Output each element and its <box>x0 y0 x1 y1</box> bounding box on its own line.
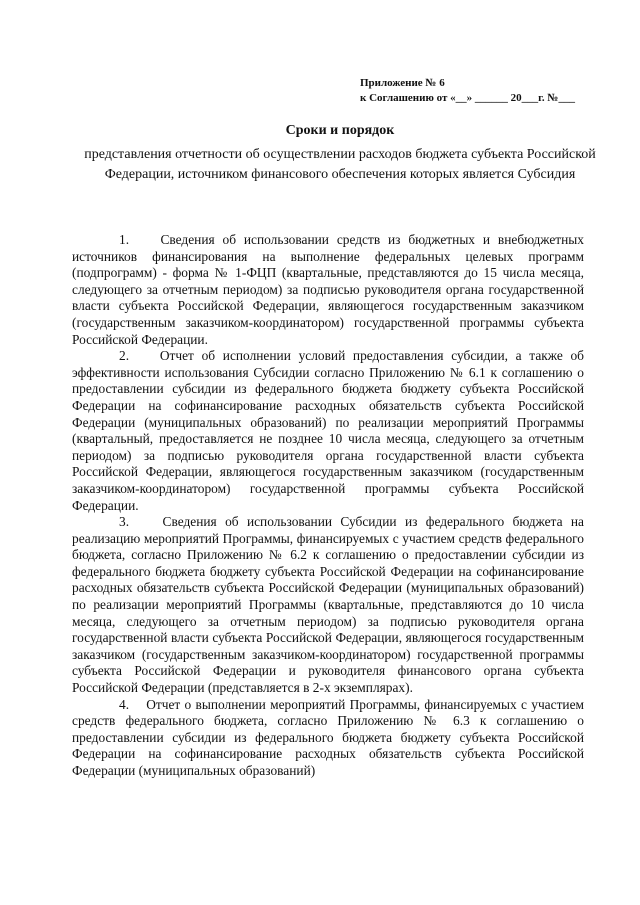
document-title-block <box>70 121 610 185</box>
appendix-header <box>360 76 610 106</box>
document-title: Сроки и порядок <box>285 123 395 138</box>
paragraph-3: 3. Сведения об использовании Субсидии из федерального бюджета на реализацию мероприятий Программы, финансируемых с участием средств федерального бюджета, согласно Приложению № 6.2 к соглашению о предоставлении субсидии из федерального бюджета бюджету субъекта Российской Федерации на софинансирование расходных обязательств субъекта Российской Федерации (муниципальных образований) по реализации мероприятий Программы (квартальные, представляются до 10 числа месяца, следующего за отчетным периодом) за подписью руководителя органа государственной власти субъекта Российской Федерации, являющегося государственным заказчиком (государственным заказчиком-координатором) государственной программы субъекта Российской Федерации и руководителя финансового органа субъекта Российской Федерации (представляется в 2-х экземплярах). <box>72 514 584 696</box>
paragraph-2: 2. Отчет об исполнении условий предоставления субсидии, а также об эффективности использования Субсидии согласно Приложению № 6.1 к соглашению о предоставлении субсидии из федерального бюджета бюджету субъекта Российской Федерации на софинансирование расходных обязательств субъекта Российской Федерации (муниципальных образований) по реализации мероприятий Программы (квартальный, предоставляется не позднее 10 числа месяца, следующего за отчетным периодом) за подписью руководителя органа государственной власти субъекта Российской Федерации, являющегося государственным заказчиком (государственным заказчиком-координатором) государственной программы субъекта Российской Федерации. <box>72 348 584 513</box>
document-subtitle: представления отчетности об осуществлении расходов бюджета субъекта Российской Федерации, источником финансового обеспечения которых является Субсидия <box>84 147 596 182</box>
paragraph-1: 1. Сведения об использовании средств из бюджетных и внебюджетных источников финансирования на выполнение федеральных целевых программ (подпрограмм) - форма № 1-ФЦП (квартальные, представляются до 15 числа месяца, следующего за отчетным периодом) за подписью руководителя органа государственной власти субъекта Российской Федерации, являющегося государственным заказчиком (государственным заказчиком-координатором) государственной программы субъекта Российской Федерации. <box>72 232 584 347</box>
paragraph-4: 4. Отчет о выполнении мероприятий Программы, финансируемых с участием средств федерального бюджета, согласно Приложению № 6.3 к соглашению о предоставлении субсидии из федерального бюджета бюджету субъекта Российской Федерации на софинансирование расходных обязательств субъекта Российской Федерации (муниципальных образований) <box>72 696 584 778</box>
appendix-number: Приложение № 6 <box>360 77 445 89</box>
document-body <box>72 232 584 780</box>
appendix-agreement-reference: к Соглашению от «__» ______ 20___г. №___ <box>360 92 575 104</box>
